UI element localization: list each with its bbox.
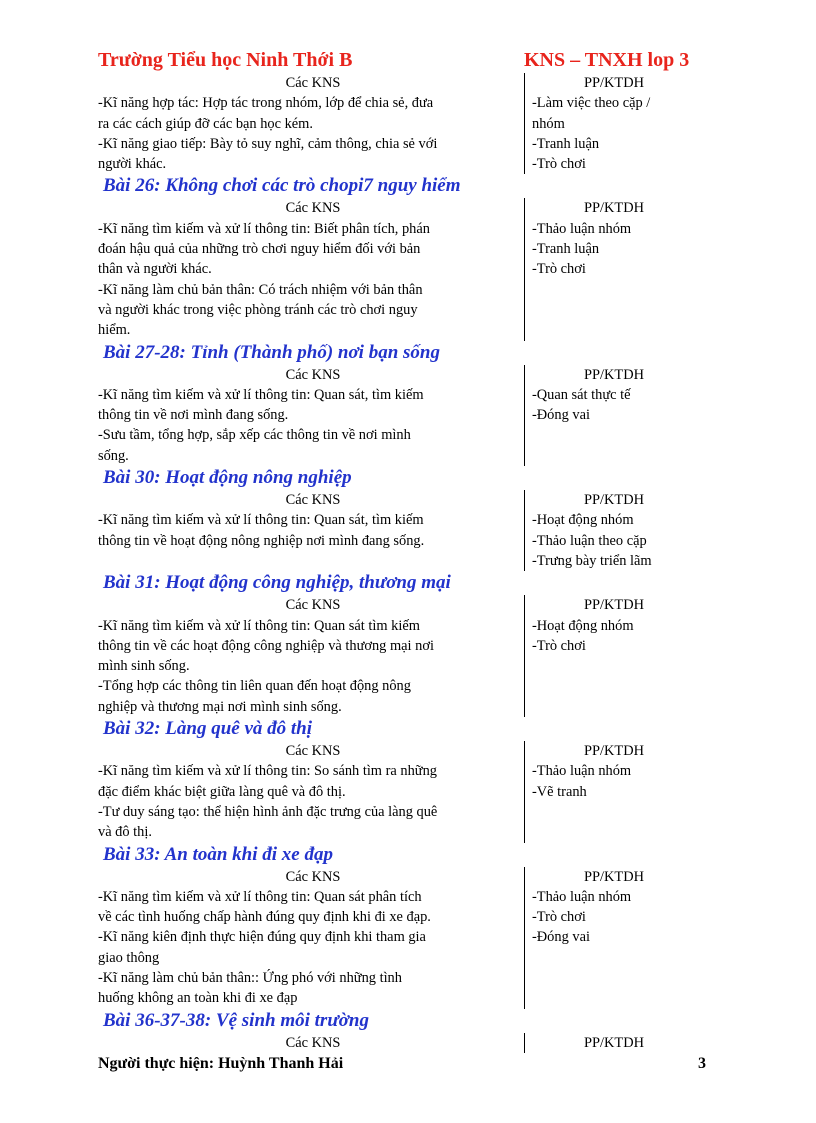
skill-line: -Sưu tầm, tổng hợp, sắp xếp các thông tin về nơi mình xyxy=(98,427,411,444)
col-header-skills: Các KNS xyxy=(285,1034,341,1051)
method-line: -Đóng vai xyxy=(532,407,590,424)
col-header-methods: PP/KTDH xyxy=(584,868,644,885)
col-header-methods: PP/KTDH xyxy=(584,200,644,217)
method-line: -Vẽ tranh xyxy=(532,783,587,800)
skills-column xyxy=(98,198,525,340)
lesson-section xyxy=(98,466,718,571)
method-line: -Hoạt động nhóm xyxy=(532,617,634,634)
skill-line: đoán hậu quả của những trò chơi nguy hiểm đối với bản xyxy=(98,241,421,258)
skill-line: -Kĩ năng tìm kiếm và xử lí thông tin: Quan sát, tìm kiếm xyxy=(98,386,424,403)
school-name: Trường Tiểu học Ninh Thới B xyxy=(98,49,353,71)
skill-line: mình sinh sống. xyxy=(98,658,190,675)
skill-line: thông tin về hoạt động nông nghiệp nơi mình đang sống. xyxy=(98,532,425,549)
skill-line: huống không an toàn khi đi xe đạp xyxy=(98,990,298,1007)
method-line: -Thảo luận theo cặp xyxy=(532,532,647,549)
subject-title: KNS – TNXH lop 3 xyxy=(524,49,690,71)
skills-column xyxy=(98,73,525,174)
lesson-section xyxy=(98,1009,718,1053)
method-line: -Trò chơi xyxy=(532,909,586,926)
col-header-methods: PP/KTDH xyxy=(584,366,644,383)
method-line: -Làm việc theo cặp / xyxy=(532,95,651,112)
col-header-skills: Các KNS xyxy=(285,366,341,383)
skill-line: người khác. xyxy=(98,156,167,173)
col-header-skills: Các KNS xyxy=(285,743,341,760)
method-line: -Thảo luận nhóm xyxy=(532,220,632,237)
page-number: 3 xyxy=(698,1055,706,1072)
method-line: -Thảo luận nhóm xyxy=(532,888,632,905)
method-line: -Trò chơi xyxy=(532,261,586,278)
skills-column xyxy=(98,1033,525,1053)
lesson-section xyxy=(98,341,718,466)
col-header-skills: Các KNS xyxy=(285,492,341,509)
lesson-title: Bài 36-37-38: Vệ sinh môi trường xyxy=(103,1009,369,1031)
skill-line: thông tin về nơi mình đang sống. xyxy=(98,407,289,424)
col-header-methods: PP/KTDH xyxy=(584,1034,644,1051)
method-line: -Trò chơi xyxy=(532,156,586,173)
skills-table xyxy=(98,73,718,174)
col-header-methods: PP/KTDH xyxy=(584,597,644,614)
skill-line: -Kĩ năng tìm kiếm và xử lí thông tin: Quan sát, tìm kiếm xyxy=(98,512,424,529)
skills-column xyxy=(98,365,525,466)
method-line: -Trưng bày triển lãm xyxy=(532,552,652,569)
skill-line: -Kĩ năng làm chủ bản thân: Có trách nhiệm với bản thân xyxy=(98,281,423,298)
methods-column xyxy=(525,490,718,571)
skill-line: -Kĩ năng kiên định thực hiện đúng quy định khi tham gia xyxy=(98,929,426,946)
skill-line: thông tin về các hoạt động công nghiệp và thương mại nơi xyxy=(98,637,434,654)
col-header-skills: Các KNS xyxy=(285,868,341,885)
method-line: -Đóng vai xyxy=(532,929,590,946)
lesson-title: Bài 33: An toàn khi đi xe đạp xyxy=(103,843,333,865)
skill-line: thân và người khác. xyxy=(98,261,212,278)
skills-table xyxy=(98,595,718,717)
lesson-title: Bài 27-28: Tỉnh (Thành phố) nơi bạn sống xyxy=(103,341,440,363)
lesson-section xyxy=(98,843,718,1009)
skills-column xyxy=(98,490,525,571)
skills-table xyxy=(98,198,718,340)
method-line: -Quan sát thực tế xyxy=(532,386,631,403)
skill-line: -Tư duy sáng tạo: thể hiện hình ảnh đặc trưng của làng quê xyxy=(98,803,438,820)
methods-column xyxy=(525,365,718,466)
skills-column xyxy=(98,867,525,1009)
lesson-section xyxy=(98,174,718,340)
skill-line: sống. xyxy=(98,447,129,464)
lesson-section xyxy=(98,571,718,717)
skill-line: giao thông xyxy=(98,949,160,966)
skill-line: nghiệp và thương mại nơi mình sinh sống. xyxy=(98,698,342,715)
lesson-title: Bài 32: Làng quê và đô thị xyxy=(103,718,313,740)
col-header-skills: Các KNS xyxy=(285,75,341,91)
skill-line: -Kĩ năng làm chủ bản thân:: Ứng phó với những tình xyxy=(98,969,402,986)
methods-column xyxy=(525,741,718,842)
skill-line: -Kĩ năng hợp tác: Hợp tác trong nhóm, lớp để chia sẻ, đưa xyxy=(98,95,434,112)
skill-line: -Tổng hợp các thông tin liên quan đến hoạt động nông xyxy=(98,678,411,695)
skill-line: về các tình huống chấp hành đúng quy định khi đi xe đạp. xyxy=(98,909,431,926)
skill-line: và người khác trong việc phòng tránh các trò chơi nguy xyxy=(98,301,418,318)
skill-line: đặc điểm khác biệt giữa làng quê và đô thị. xyxy=(98,783,346,800)
skills-table xyxy=(98,1033,718,1053)
col-header-skills: Các KNS xyxy=(285,597,341,614)
skills-table xyxy=(98,490,718,571)
skill-line: -Kĩ năng giao tiếp: Bày tỏ suy nghĩ, cảm thông, chia sẻ với xyxy=(98,135,438,152)
method-line: -Thảo luận nhóm xyxy=(532,763,632,780)
skills-table xyxy=(98,741,718,842)
skill-line: và đô thị. xyxy=(98,824,152,841)
lesson-title: Bài 30: Hoạt động nông nghiệp xyxy=(103,467,352,489)
col-header-methods: PP/KTDH xyxy=(584,743,644,760)
method-line: -Tranh luận xyxy=(532,135,600,152)
method-line: -Trò chơi xyxy=(532,637,586,654)
lesson-title: Bài 26: Không chơi các trò chopi7 nguy hiểm xyxy=(103,175,461,197)
method-line: -Tranh luận xyxy=(532,241,600,258)
skill-line: hiểm. xyxy=(98,322,131,339)
col-header-methods: PP/KTDH xyxy=(584,492,644,509)
col-header-methods: PP/KTDH xyxy=(584,75,644,91)
skill-line: -Kĩ năng tìm kiếm và xử lí thông tin: So sánh tìm ra những xyxy=(98,763,437,780)
skill-line: ra các cách giúp đỡ các bạn học kém. xyxy=(98,115,313,132)
skill-line: -Kĩ năng tìm kiếm và xử lí thông tin: Quan sát tìm kiếm xyxy=(98,617,420,634)
methods-column xyxy=(525,595,718,717)
skill-line: -Kĩ năng tìm kiếm và xử lí thông tin: Quan sát phân tích xyxy=(98,888,422,905)
skills-column xyxy=(98,741,525,842)
lesson-section xyxy=(98,73,718,174)
method-line: -Hoạt động nhóm xyxy=(532,512,634,529)
skill-line: -Kĩ năng tìm kiếm và xử lí thông tin: Biết phân tích, phán xyxy=(98,220,430,237)
lesson-section xyxy=(98,717,718,842)
author-line: Người thực hiện: Huỳnh Thanh Hải xyxy=(98,1055,344,1072)
methods-column xyxy=(525,198,718,340)
skills-column xyxy=(98,595,525,717)
methods-column xyxy=(525,73,718,174)
skills-table xyxy=(98,867,718,1009)
method-line: nhóm xyxy=(532,115,565,132)
lesson-title: Bài 31: Hoạt động công nghiệp, thương mại xyxy=(103,572,451,594)
col-header-skills: Các KNS xyxy=(285,200,341,217)
methods-column xyxy=(525,867,718,1009)
methods-column xyxy=(525,1033,718,1053)
skills-table xyxy=(98,365,718,466)
lesson-content xyxy=(98,73,718,1053)
